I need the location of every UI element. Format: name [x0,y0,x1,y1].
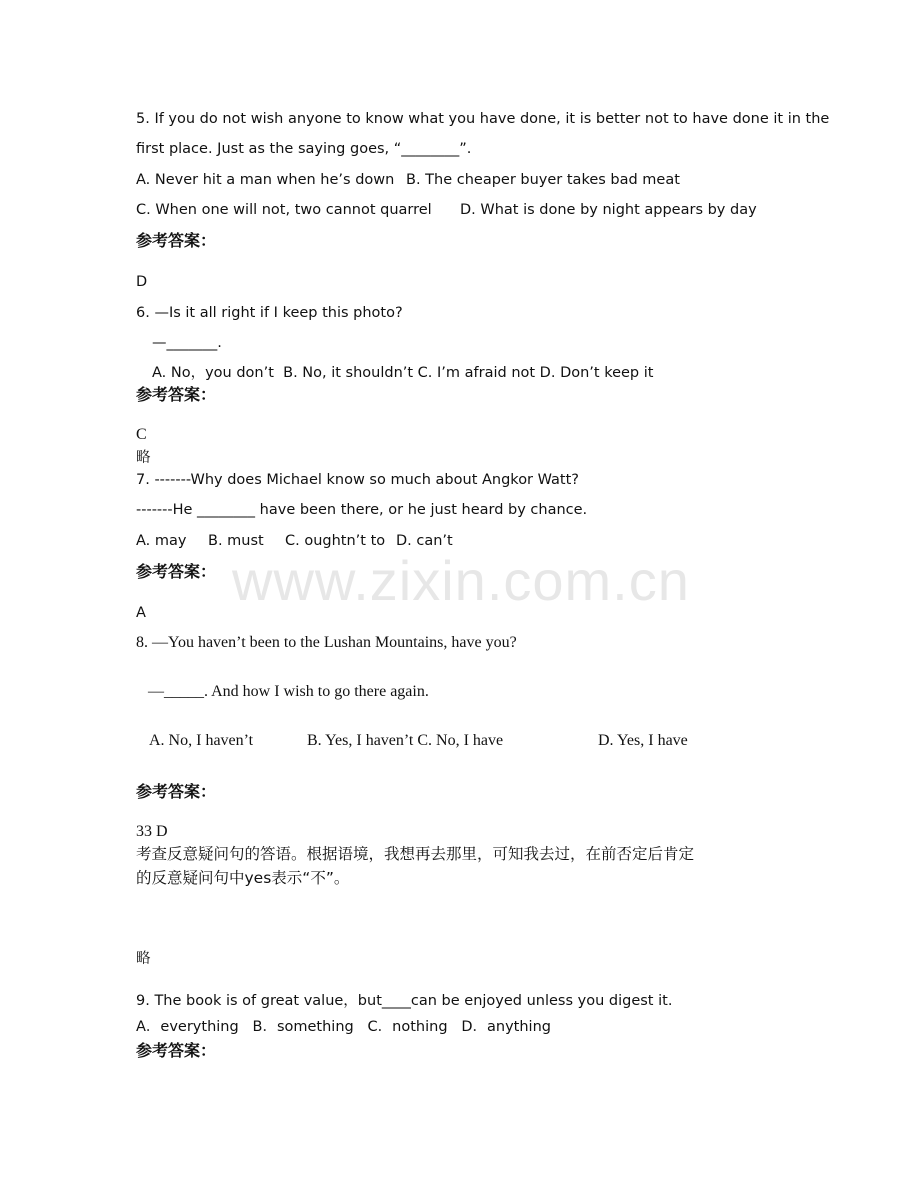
q7-option-a: A. may [136,533,187,549]
q7-answer: A [136,605,146,621]
q8-option-d: D. Yes, I have [598,732,688,749]
q8-explanation-line2: 的反意疑问句中yes表示“不”。 [136,869,350,887]
q5-option-d: D. What is done by night appears by day [460,202,757,218]
q5-answer: D [136,274,148,290]
q5-stem-line1: 5. If you do not wish anyone to know what you have done, it is better not to have done it in the [136,111,830,127]
q8-note: 略 [136,951,151,967]
q7-stem-line1: 7. -------Why does Michael know so much about Angkor Watt? [136,472,579,488]
q7-option-c: C. oughtn’t to [285,533,386,549]
q7-answer-heading: 参考答案： [136,562,217,581]
q6-note: 略 [136,450,151,466]
q9-stem-line1: 9. The book is of great value，but____can be enjoyed unless you digest it. [136,993,673,1009]
watermark: www.zixin.com.cn [232,549,690,612]
q6-options: A. No，you don’t B. No, it shouldn’t C. I’m afraid not D. Don’t keep it [152,365,654,381]
q9-options: A．everything B．something C．nothing D．anything [136,1019,551,1035]
q6-stem-line2: —_______. [152,335,222,351]
q8-explanation-line1: 考查反意疑问句的答语。根据语境，我想再去那里，可知我去过，在前否定后肯定 [136,845,695,863]
q7-option-d: D. can’t [396,533,453,549]
q8-stem-line2: —_____. And how I wish to go there again. [148,683,429,700]
q5-option-c: C. When one will not, two cannot quarrel [136,202,432,218]
q5-stem-line2: first place. Just as the saying goes, “________”. [136,141,472,157]
q6-stem-line1: 6. —Is it all right if I keep this photo? [136,305,403,321]
q6-answer-heading: 参考答案： [136,385,217,404]
q7-stem-line2: -------He ________ have been there, or he just heard by chance. [136,502,588,518]
q5-option-a: A. Never hit a man when he’s down [136,172,395,188]
q8-answer-heading: 参考答案： [136,782,217,801]
q9-answer-heading: 参考答案： [136,1041,217,1060]
q8-stem-line1: 8. —You haven’t been to the Lushan Mountains, have you? [136,634,517,651]
q5-answer-heading: 参考答案： [136,231,217,250]
q8-option-bc: B. Yes, I haven’t C. No, I have [307,732,504,749]
q8-answer: 33 D [136,823,168,840]
q6-answer: C [136,426,147,443]
q5-option-b: B. The cheaper buyer takes bad meat [406,172,680,188]
q7-option-b: B. must [208,533,264,549]
q8-option-a: A. No, I haven’t [149,732,254,749]
